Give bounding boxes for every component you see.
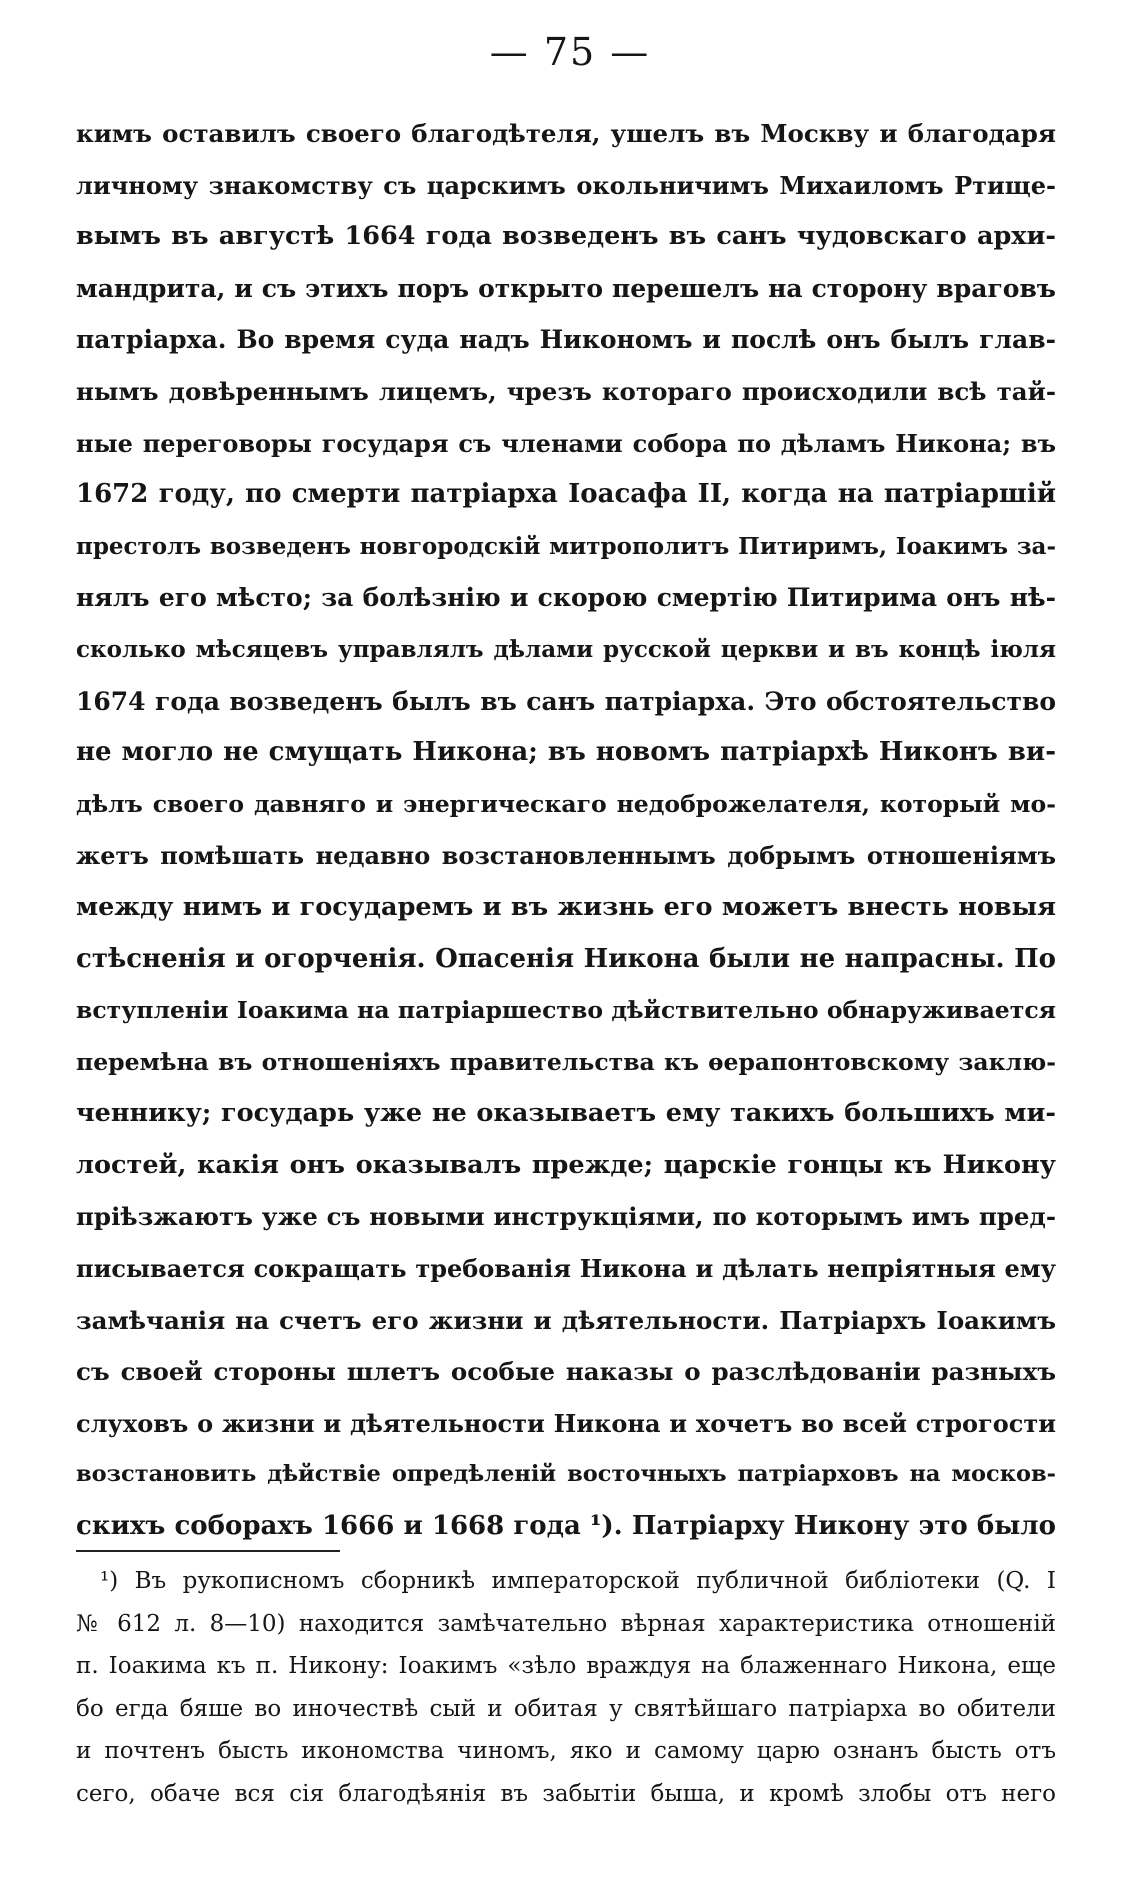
text-line: писывается сокращать требованія Никона и дѣлать непріятныя ему [76,1254,1056,1284]
text-line: не могло не смущать Никона; въ новомъ патріархѣ Никонъ ви- [76,737,1056,768]
text-line: пріѣзжаютъ уже съ новыми инструкціями, по которымъ имъ пред- [76,1202,1056,1232]
text-line: нымъ довѣреннымъ лицемъ, чрезъ котораго происходили всѣ тай- [76,376,1056,406]
text-line: ные переговоры государя съ членами собора по дѣламъ Никона; въ [76,428,1056,458]
text-line: замѣчанія на счетъ его жизни и дѣятельности. Патріархъ Іоакимъ [76,1305,1056,1335]
footnote-line: ¹) Въ рукописномъ сборникѣ императорской публичной библіотеки (Q. I [100,1568,1056,1594]
text-line: вступленіи Іоакима на патріаршество дѣйствительно обнаруживается [76,996,1056,1025]
text-line: дѣлъ своего давняго и энергическаго недоброжелателя, который мо- [76,789,1056,818]
text-line: между нимъ и государемъ и въ жизнь его можетъ внесть новыя [76,891,1056,922]
text-line: стѣсненія и огорченія. Опасенія Никона были не напрасны. По [76,943,1056,974]
text-line: мандрита, и съ этихъ поръ открыто перешелъ на сторону враговъ [76,273,1056,303]
text-line: 1674 года возведенъ былъ въ санъ патріарха. Это обстоятельство [76,686,1056,716]
text-line: кимъ оставилъ своего благодѣтеля, ушелъ въ Москву и благодаря [76,119,1056,148]
footnote-line: сего, обаче вся сія благодѣянія въ забытіи быша, и кромѣ злобы отъ него [76,1780,1056,1807]
text-line: слуховъ о жизни и дѣятельности Никона и хочетъ во всей строгости [76,1408,1056,1438]
text-line: скихъ соборахъ 1666 и 1668 года ¹). Патріарху Никону это было [76,1511,1056,1542]
text-line: сколько мѣсяцевъ управлялъ дѣлами русской церкви и въ концѣ іюля [76,635,1056,663]
text-line: съ своей стороны шлетъ особые наказы о разслѣдованіи разныхъ [76,1357,1056,1387]
text-line: лостей, какія онъ оказывалъ прежде; царскіе гонцы къ Никону [76,1149,1056,1180]
footnote-line: бо егда бяше во иночествѣ сый и обитая у святѣйшаго патріарха во обители [76,1695,1056,1722]
text-line: патріарха. Во время суда надъ Никономъ и послѣ онъ былъ глав- [76,325,1056,355]
text-line: личному знакомству съ царскимъ окольничимъ Михаиломъ Ртище- [76,170,1056,200]
text-line: нялъ его мѣсто; за болѣзнію и скорою смертію Питирима онъ нѣ- [76,583,1056,613]
text-line: вымъ въ августѣ 1664 года возведенъ въ санъ чудовскаго архи- [76,221,1056,252]
footnote-line: п. Іоакима къ п. Никону: Іоакимъ «зѣло враждуя на блаженнаго Никона, еще [76,1653,1056,1679]
text-line: 1672 году, по смерти патріарха Іоасафа II, когда на патріаршій [76,479,1056,510]
footnotes [76,1560,1056,1815]
footnote-line: и почтенъ бысть икономства чиномъ, яко и самому царю ознанъ бысть отъ [76,1738,1056,1764]
footnote-line: № 612 л. 8—10) находится замѣчательно вѣрная характеристика отношеній [76,1610,1056,1637]
text-line: жетъ помѣшать недавно возстановленнымъ добрымъ отношеніямъ [76,841,1056,871]
main-text [76,108,1056,1553]
text-line: перемѣна въ отношеніяхъ правительства къ ѳерапонтовскому заклю- [76,1047,1056,1076]
footnote-separator [76,1550,340,1552]
text-line: ченнику; государь уже не оказываетъ ему такихъ большихъ ми- [76,1098,1056,1129]
text-line: престолъ возведенъ новгородскій митрополитъ Питиримъ, Іоакимъ за- [76,532,1056,560]
text-line: возстановить дѣйствіе опредѣленій восточныхъ патріарховъ на москов- [76,1461,1056,1488]
page-number: — 75 — [489,30,651,74]
